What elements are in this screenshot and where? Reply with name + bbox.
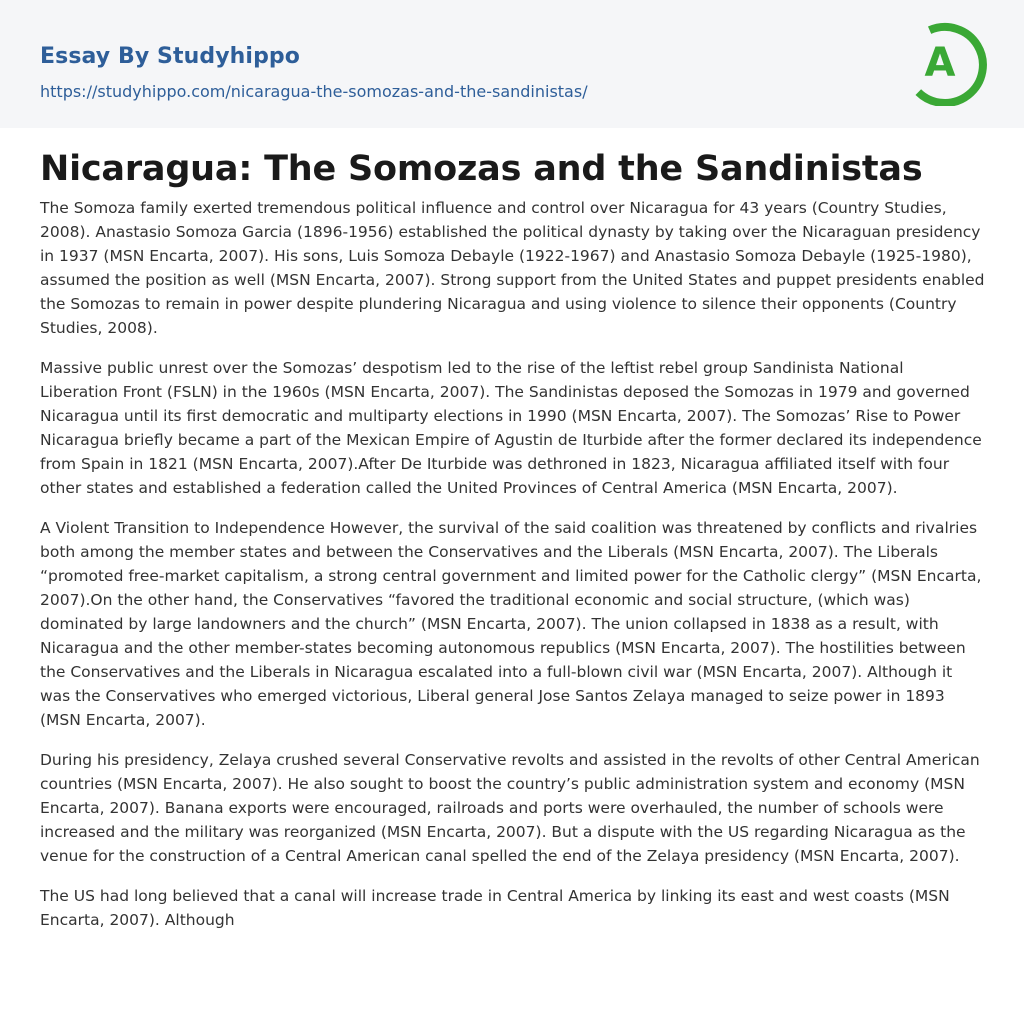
essay-title: Nicaragua: The Somozas and the Sandinistas <box>40 149 923 189</box>
essay-content <box>0 128 1024 932</box>
essay-paragraph: The US had long believed that a canal will increase trade in Central America by linking its east and west coasts (MSN Encarta, 2007). Although <box>40 887 950 929</box>
site-header <box>0 0 1024 128</box>
studyhippo-logo-icon <box>912 18 988 106</box>
essay-paragraph: The Somoza family exerted tremendous political influence and control over Nicaragua for 43 years (Country Studies, 2008). Anastasio Somoza Garcia (1896-1956) established the political dynasty by taking over the Nicaraguan presidency in 1937 (MSN Encarta, 2007). His sons, Luis Somoza Debayle (1922-1967) and Anastasio Somoza Debayle (1925-1980), assumed the position as well (MSN Encarta, 2007). Strong support from the United States and puppet presidents enabled the Somozas to remain in power despite plundering Nicaragua and using violence to silence their opponents (Country Studies, 2008). <box>40 199 985 337</box>
essay-paragraph: During his presidency, Zelaya crushed several Conservative revolts and assisted in the revolts of other Central American countries (MSN Encarta, 2007). He also sought to boost the country’s public administration system and economy (MSN Encarta, 2007). Banana exports were encouraged, railroads and ports were overhauled, the number of schools were increased and the military was reorganized (MSN Encarta, 2007). But a dispute with the US regarding Nicaragua as the venue for the construction of a Central American canal spelled the end of the Zelaya presidency (MSN Encarta, 2007). <box>40 751 980 865</box>
essay-url-link[interactable]: https://studyhippo.com/nicaragua-the-somozas-and-the-sandinistas/ <box>40 82 588 101</box>
essay-paragraph: A Violent Transition to Independence However, the survival of the said coalition was threatened by conflicts and rivalries both among the member states and between the Conservatives and the Liberals (MSN Encarta, 2007). The Liberals “promoted free-market capitalism, a strong central government and limited power for the Catholic clergy” (MSN Encarta, 2007).On the other hand, the Conservatives “favored the traditional economic and social structure, (which was) dominated by large landowners and the church” (MSN Encarta, 2007). The union collapsed in 1838 as a result, with Nicaragua and the other member-states becoming autonomous republics (MSN Encarta, 2007). The hostilities between the Conservatives and the Liberals in Nicaragua escalated into a full-blown civil war (MSN Encarta, 2007). Although it was the Conservatives who emerged victorious, Liberal general Jose Santos Zelaya managed to seize power in 1893 (MSN Encarta, 2007). <box>40 519 982 729</box>
logo-letter: A <box>924 40 956 86</box>
essay-paragraph: Massive public unrest over the Somozas’ despotism led to the rise of the leftist rebel group Sandinista National Liberation Front (FSLN) in the 1960s (MSN Encarta, 2007). The Sandinistas deposed the Somozas in 1979 and governed Nicaragua until its first democratic and multiparty elections in 1990 (MSN Encarta, 2007). The Somozas’ Rise to Power Nicaragua briefly became a part of the Mexican Empire of Agustin de Iturbide after the former declared its independence from Spain in 1821 (MSN Encarta, 2007).After De Iturbide was dethroned in 1823, Nicaragua affiliated itself with four other states and established a federation called the United Provinces of Central America (MSN Encarta, 2007). <box>40 359 982 497</box>
brand-title: Essay By Studyhippo <box>40 44 300 69</box>
